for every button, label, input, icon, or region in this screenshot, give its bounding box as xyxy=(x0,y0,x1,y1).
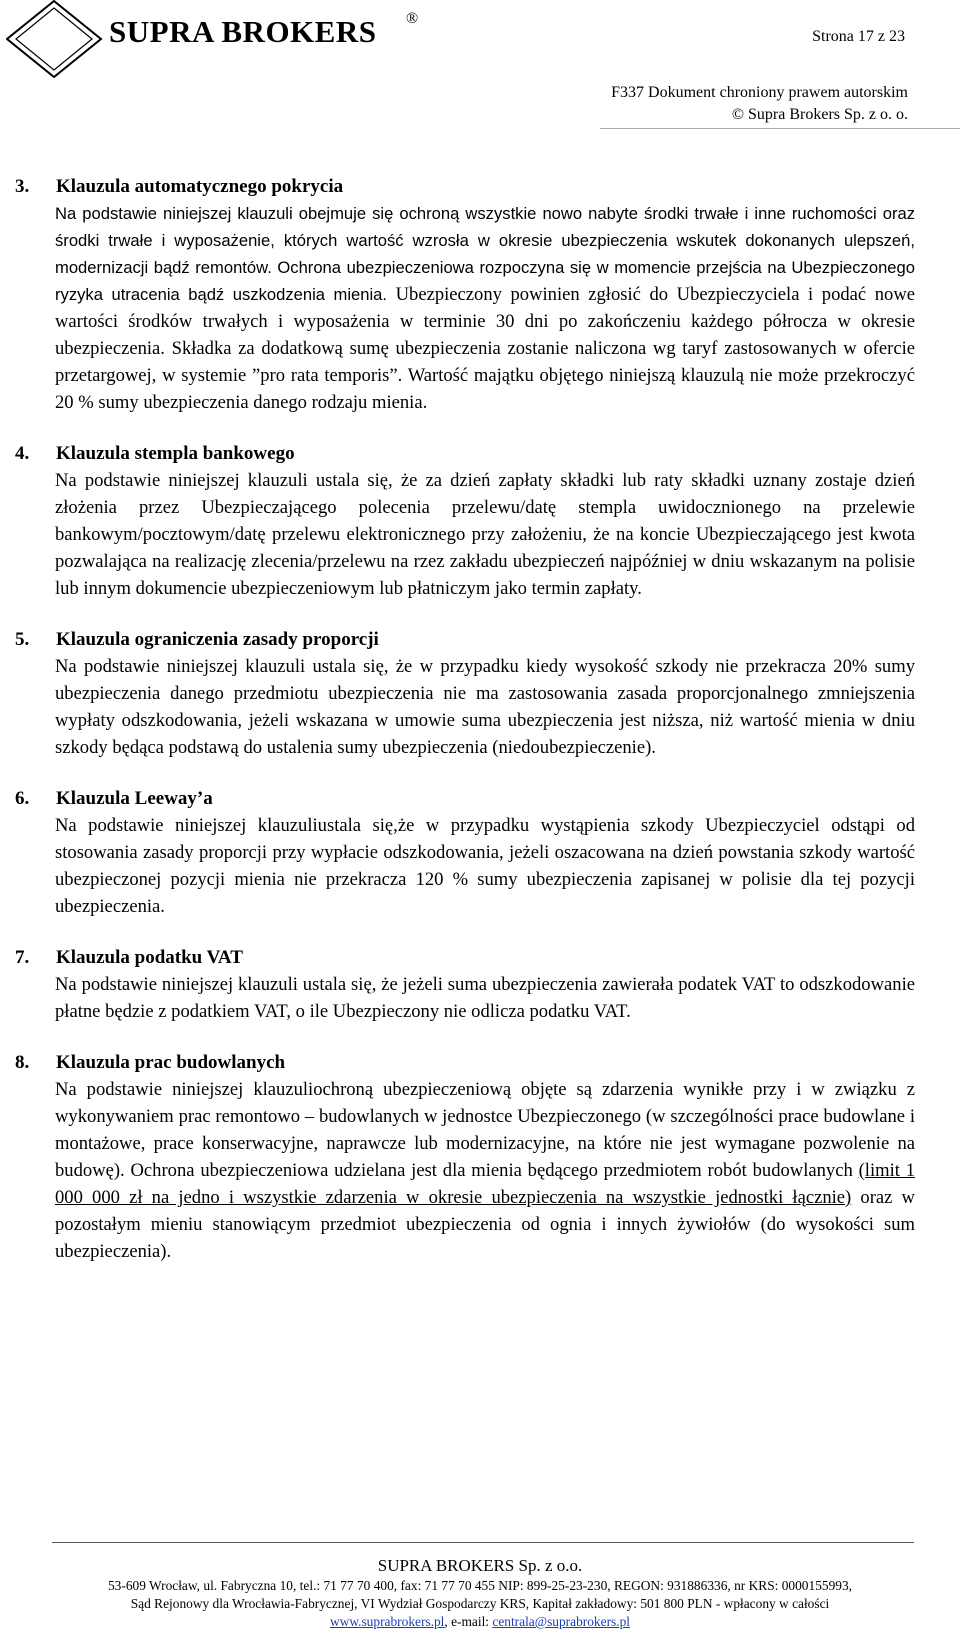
section-body: Na podstawie niniejszej klauzuliustala się,że w przypadku wystąpienia szkody Ubezpieczyciel odstąpi od stosowania zasady proporcji przy wypłacie odszkodowania, jeżeli oszacowana na dzień powstania szkody wartość ubezpieczonej pozycji mienia nie przekracza 120 % sumy ubezpieczenia zapisanej w polisie dla tej pozycji ubezpieczenia. xyxy=(55,815,915,917)
section-body xyxy=(55,200,915,416)
copyright-notice xyxy=(611,82,908,126)
section-body-sans: Na podstawie niniejszej klauzuli obejmuje się ochroną wszystkie nowo nabyte środki trwałe i inne ruchomości oraz środki trwałe i wyposażenie, których wartość wzrosła w okresie ubezpieczenia wskutek dokonanych ulepszeń, modernizacji bądź remontów. Ochrona ubezpieczeniowa rozpoczyna się w momencie przejścia na Ubezpieczonego ryzyka utracenia bądź uszkodzenia mienia. xyxy=(55,204,915,304)
section-body-part-a: Na podstawie niniejszej klauzuliochroną ubezpieczeniową objęte są zdarzenia wynikłe przy i w związku z wykonywaniem prac remontowo – budowlanych w jednostce Ubezpieczonego (w szczególności prace budowlane i montażowe, prace konserwacyjne, naprawcze lub modernizacyjne, na które nie jest wymagane pozwolenie na budowę). Ochrona ubezpieczeniowa udzielana jest dla mienia będącego przedmiotem robót budowlanych xyxy=(55,1079,915,1181)
footer-contact xyxy=(0,1613,960,1631)
section-number: 4. xyxy=(15,443,30,464)
section-title: Klauzula Leeway’a xyxy=(56,788,213,809)
website-link[interactable]: www.suprabrokers.pl xyxy=(329,1614,445,1629)
section-body-part-b: oraz w pozostałym mieniu stanowiącym przedmiot ubezpieczenia od ognia i innych żywiołów (do wysokości sum ubezpieczenia). xyxy=(55,1187,915,1262)
section-heading xyxy=(0,1049,960,1076)
section-number: 7. xyxy=(15,947,30,968)
section-body: Na podstawie niniejszej klauzuli ustala się, że jeżeli suma ubezpieczenia zawierała podatek VAT to odszkodowanie płatne będzie z podatkiem VAT, o ile Ubezpieczony nie odlicza podatku VAT. xyxy=(55,974,915,1022)
section-body xyxy=(55,1076,915,1265)
registered-mark: ® xyxy=(406,10,419,27)
section-body: Na podstawie niniejszej klauzuli ustala się, że za dzień zapłaty składki lub raty składki uznany zostaje dzień złożenia przez Ubezpieczającego polecenia przelewu/datę stempla uwidocznionego na przelewie bankowym/pocztowym/datę przelewu elektronicznego przy założeniu, że na koncie Ubezpieczającego jest kwota pozwalająca na realizację zlecenia/przelewu na rzez zakładu ubezpieczeń najpóźniej w dniu wskazanym na polisie lub innym dokumencie ubezpieczeniowym lub płatniczym jako termin zapłaty. xyxy=(55,470,915,599)
brand-name: SUPRA BROKERS xyxy=(109,14,377,49)
section-number: 6. xyxy=(15,788,30,809)
section-title: Klauzula podatku VAT xyxy=(56,947,243,968)
section-title: Klauzula automatycznego pokrycia xyxy=(56,176,344,197)
footer-company: SUPRA BROKERS Sp. z o.o. xyxy=(377,1556,583,1575)
section-body-serif: Ubezpieczony powinien zgłosić do Ubezpieczyciela i podać nowe wartości środków trwałych i wyposażenia w terminie 30 dni po zakończeniu każdego półrocza w okresie ubezpieczenia. Składka za dodatkową sumę ubezpieczenia zostanie naliczona wg taryf zastosowanych w ofercie przetargowej, w systemie ”pro rata temporis”. Wartość majątku objętego niniejszą klauzulą nie może przekroczyć 20 % sumy ubezpieczenia danego rodzaju mienia. xyxy=(55,284,915,413)
diamond-logo-icon xyxy=(6,0,106,78)
copyright: © Supra Brokers Sp. z o. o. xyxy=(731,106,908,123)
footer xyxy=(0,1555,960,1631)
section-heading xyxy=(0,173,960,200)
section-title: Klauzula prac budowlanych xyxy=(56,1052,286,1073)
section-title: Klauzula ograniczenia zasady proporcji xyxy=(56,629,379,650)
clause-section-4 xyxy=(0,440,960,602)
doc-code: F337 Dokument chroniony prawem autorskim xyxy=(611,84,908,101)
section-heading xyxy=(0,785,960,812)
email-link[interactable]: centrala@suprabrokers.pl xyxy=(492,1614,631,1629)
clause-section-5 xyxy=(0,626,960,761)
footer-divider xyxy=(52,1542,914,1543)
content xyxy=(0,173,960,1289)
section-number: 3. xyxy=(15,176,30,197)
section-number: 5. xyxy=(15,629,30,650)
footer-address: 53-609 Wrocław, ul. Fabryczna 10, tel.: 71 77 70 400, fax: 71 77 70 455 NIP: 899-25-23-230, REGON: 931886336, nr KRS: 0000155993, xyxy=(107,1578,853,1593)
header-divider xyxy=(0,128,960,129)
page-number: Strona 17 z 23 xyxy=(812,28,905,45)
limit-underlined-text: (limit 1 000 000 zł na jedno i wszystkie zdarzenia w okresie ubezpieczenia na wszystkie jednostki łącznie) xyxy=(55,1160,916,1208)
section-body: Na podstawie niniejszej klauzuli ustala się, że w przypadku kiedy wysokość szkody nie przekracza 20% sumy ubezpieczenia danego przedmiotu ubezpieczenia nie ma zastosowania zasada proporcjonalnego zmniejszenia wypłaty odszkodowania, jeżeli wskazana w umowie suma ubezpieczenia jest niższa, niż wartość mienia w dniu szkody będąca podstawą do ustalenia sumy ubezpieczenia (niedoubezpieczenie). xyxy=(55,656,915,758)
logo xyxy=(6,0,426,78)
section-title: Klauzula stempla bankowego xyxy=(56,443,295,464)
section-heading xyxy=(0,440,960,467)
email-label: , e-mail: xyxy=(444,1614,493,1629)
footer-registry: Sąd Rejonowy dla Wrocławia-Fabrycznej, VI Wydział Gospodarczy KRS, Kapitał zakładowy: 501 800 PLN - wpłacony w całości xyxy=(130,1596,830,1611)
section-heading xyxy=(0,944,960,971)
clause-section-6 xyxy=(0,785,960,920)
clause-section-8 xyxy=(0,1049,960,1265)
clause-section-3 xyxy=(0,173,960,416)
section-number: 8. xyxy=(15,1052,30,1073)
clause-section-7 xyxy=(0,944,960,1025)
section-heading xyxy=(0,626,960,653)
